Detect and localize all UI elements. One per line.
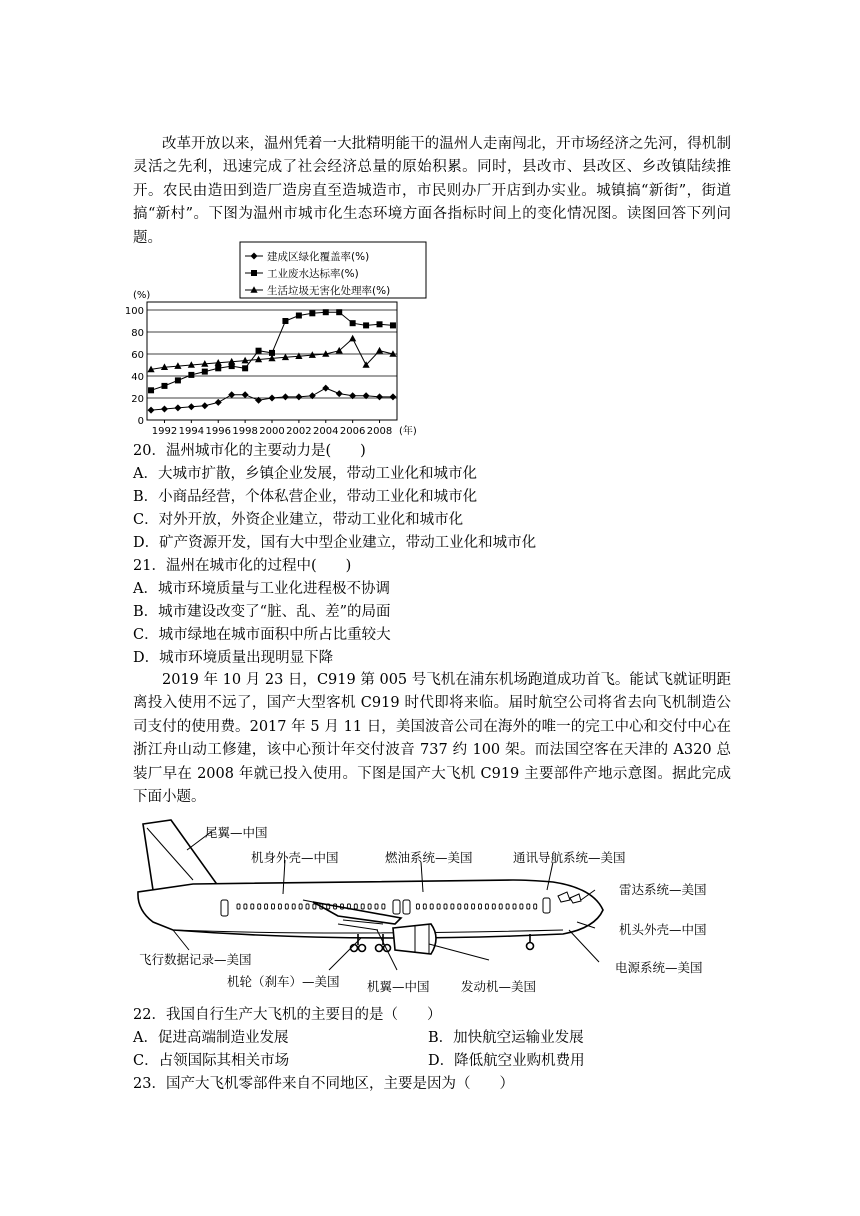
passage-2: 2019 年 10 月 23 日，C919 第 005 号飞机在浦东机场跑道成功首飞。能试飞就证明距离投入使用不远了，国产大型客机 C919 时代即将来临。届时航空公司将省去向飞机制造公司支付的使用费。2017 年 5 月 11 日，美国波音公司在海外的唯一的完工中心和交付中心在浙江舟山动工修建，该中心预计年交付波音 737 约 100 架。而法国空客在天津的 A320 总装厂早在 2008 年就已投入使用。下图是国产大飞机 C919 主要部件产地示意图。据此完成下面小题。: [133, 672, 731, 806]
y-tick-label: 20: [131, 394, 144, 405]
data-point: [350, 320, 356, 326]
urbanization-line-chart: [124, 240, 433, 445]
q22-option-b: B．加快航空运输业发展: [428, 1030, 584, 1046]
q21-option-c: C．城市绿地在城市面积中所占比重较大: [133, 627, 391, 643]
x-tick-label: 1992: [151, 426, 178, 437]
data-point: [363, 322, 369, 328]
legend-label: 生活垃圾无害化处理率(%): [267, 285, 391, 297]
legend-label: 建成区绿化覆盖率(%): [267, 251, 370, 263]
data-point: [309, 310, 315, 316]
q20-option-b: B．小商品经营，个体私营企业，带动工业化和城市化: [133, 489, 478, 505]
data-point: [161, 406, 168, 413]
x-tick-label: 2006: [339, 426, 366, 437]
y-tick-label: 40: [131, 372, 144, 383]
data-point: [148, 387, 154, 393]
data-point: [389, 393, 396, 400]
legend-label: 工业废水达标率(%): [267, 268, 359, 280]
data-point: [390, 322, 396, 328]
x-tick-label: 2008: [366, 426, 393, 437]
data-point: [296, 313, 302, 319]
data-point: [282, 318, 288, 324]
airplane-outline: [138, 820, 603, 970]
data-point: [175, 377, 181, 383]
y-tick-label: 60: [131, 350, 144, 361]
q22-option-d: D．降低航空业购机费用: [428, 1053, 585, 1069]
x-tick-label: 2000: [259, 426, 285, 437]
q21-stem: 21．温州在城市化的过程中( ): [133, 558, 352, 574]
label-wheel-brake: 机轮（刹车）—美国: [227, 974, 340, 989]
data-point: [188, 403, 195, 410]
data-point: [295, 393, 302, 400]
data-point: [242, 391, 249, 398]
y-tick-label: 80: [131, 328, 144, 339]
chart-legend: [240, 242, 426, 298]
label-wing: 机翼—中国: [367, 979, 430, 994]
data-point: [256, 348, 262, 354]
label-power-system: 电源系统—美国: [615, 960, 703, 975]
x-tick-label: 1998: [232, 426, 258, 437]
x-tick-label: 1994: [178, 426, 205, 437]
data-point: [148, 407, 155, 414]
y-tick-label: 100: [124, 306, 144, 317]
legend-marker: [251, 270, 257, 276]
q20-option-d: D．矿产资源开发，国有大中型企业建立，带动工业化和城市化: [133, 535, 537, 551]
data-point: [215, 365, 221, 371]
data-point: [322, 385, 329, 392]
data-point: [282, 393, 289, 400]
label-nose-shell: 机头外壳—中国: [619, 922, 707, 937]
q21-option-d: D．城市环境质量出现明显下降: [133, 650, 334, 666]
x-tick-label: 1996: [205, 426, 231, 437]
data-point: [201, 402, 208, 409]
q22-option-a: A．促进高端制造业发展: [133, 1030, 289, 1046]
q23-stem: 23．国产大飞机零部件来自不同地区，主要是因为（ ）: [133, 1076, 514, 1092]
x-tick-label: 2002: [286, 426, 312, 437]
x-tick-label: 2004: [313, 426, 339, 437]
c919-parts-diagram: [133, 810, 733, 1000]
y-tick-label: 0: [137, 416, 144, 427]
label-engine: 发动机—美国: [461, 979, 537, 994]
passage-1: 改革开放以来，温州凭着一大批精明能干的温州人走南闯北，开市场经济之先河，得机制灵活之先利，迅速完成了社会经济总量的原始积累。同时，县改市、县改区、乡改镇陆续推开。农民由造田到造厂造房直至造城造市，市民则办厂开店到办实业。城镇搞“新街”，街道搞“新村”。下图为温州市城市化生态环境方面各指标时间上的变化情况图。读图回答下列问题。: [133, 136, 731, 246]
data-point: [349, 335, 356, 342]
x-axis-label: (年): [399, 426, 417, 437]
data-point: [215, 399, 222, 406]
label-fuselage: 机身外壳—中国: [251, 850, 339, 865]
q21-option-a: A．城市环境质量与工业化进程极不协调: [133, 581, 390, 597]
label-tail: 尾翼—中国: [205, 825, 268, 840]
q22-option-c: C．占领国际其相关市场: [133, 1053, 290, 1069]
data-point: [242, 365, 248, 371]
data-point: [161, 383, 167, 389]
data-point: [336, 390, 343, 397]
label-flight-recorder: 飞行数据记录—美国: [139, 952, 252, 967]
q20-option-a: A．大城市扩散，乡镇企业发展，带动工业化和城市化: [133, 466, 477, 482]
data-point: [376, 393, 383, 400]
data-point: [269, 395, 276, 402]
y-axis-label: (%): [133, 290, 151, 301]
data-point: [377, 321, 383, 327]
q22-stem: 22．我国自行生产大飞机的主要目的是（ ）: [133, 1007, 442, 1023]
label-radar: 雷达系统—美国: [619, 882, 707, 897]
data-point: [188, 372, 194, 378]
data-point: [336, 309, 342, 315]
label-fuel-system: 燃油系统—美国: [385, 850, 473, 865]
label-comm-nav: 通讯导航系统—美国: [513, 850, 626, 865]
chart-axes: [125, 290, 417, 437]
q21-option-b: B．城市建设改变了“脏、乱、差”的局面: [133, 604, 391, 620]
data-point: [323, 309, 329, 315]
q20-option-c: C．对外开放，外资企业建立，带动工业化和城市化: [133, 512, 464, 528]
data-point: [376, 347, 383, 354]
q20-stem: 20．温州城市化的主要动力是( ): [133, 443, 366, 459]
data-point: [174, 404, 181, 411]
data-point: [228, 391, 235, 398]
data-point: [202, 369, 208, 375]
